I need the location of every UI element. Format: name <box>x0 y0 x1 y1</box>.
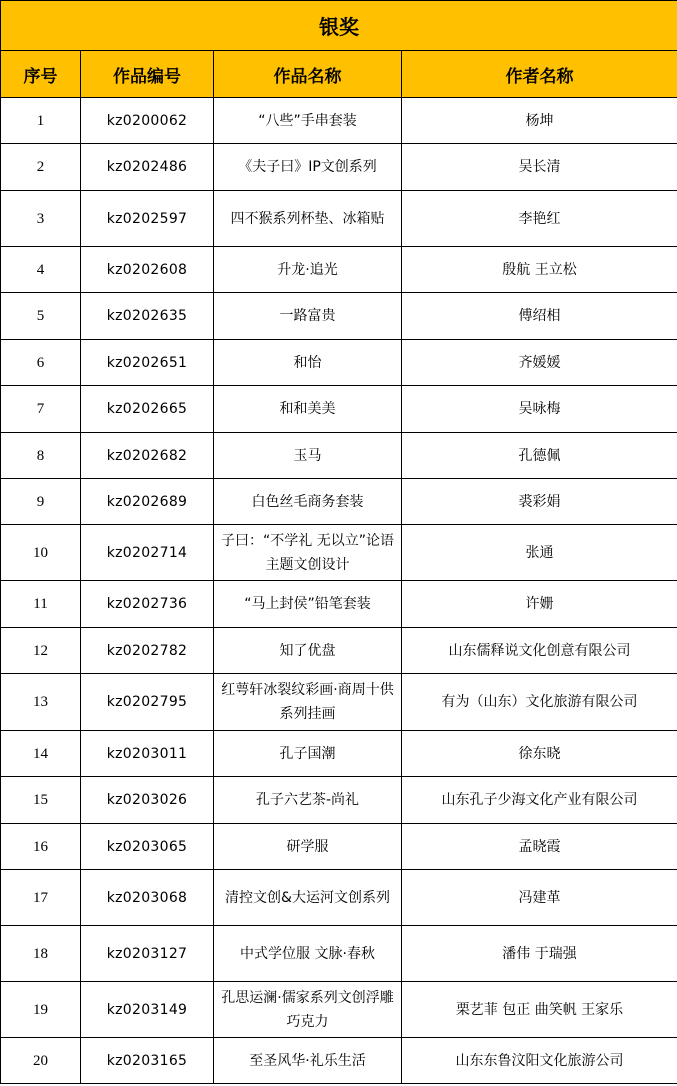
table-row <box>1 293 677 340</box>
row-number: 17 <box>1 870 81 926</box>
table-row <box>1 674 677 731</box>
row-number: 2 <box>1 144 81 191</box>
author-name: 山东儒释说文化创意有限公司 <box>402 628 677 674</box>
header-author: 作者名称 <box>402 51 677 98</box>
work-name: 白色丝毛商务套装 <box>214 479 402 525</box>
header-work: 作品名称 <box>214 51 402 98</box>
author-name: 傅绍相 <box>402 293 677 340</box>
table-row <box>1 247 677 293</box>
work-code: kz0202689 <box>81 479 214 525</box>
work-code: kz0202486 <box>81 144 214 191</box>
work-name: 和怡 <box>214 340 402 386</box>
work-name: 知了优盘 <box>214 628 402 674</box>
table-row <box>1 144 677 191</box>
table-row <box>1 525 677 581</box>
work-name: 升龙·追光 <box>214 247 402 293</box>
author-name: 冯建革 <box>402 870 677 926</box>
row-number: 15 <box>1 777 81 824</box>
table-row <box>1 982 677 1038</box>
table-row <box>1 191 677 247</box>
author-name: 吴长清 <box>402 144 677 191</box>
author-name: 孟晓霞 <box>402 824 677 870</box>
author-name: 山东孔子少海文化产业有限公司 <box>402 777 677 824</box>
row-number: 16 <box>1 824 81 870</box>
work-name: 孔思运澜·儒家系列文创浮雕巧克力 <box>214 982 402 1038</box>
work-code: kz0203068 <box>81 870 214 926</box>
header-row <box>1 51 677 98</box>
work-code: kz0203165 <box>81 1038 214 1084</box>
row-number: 4 <box>1 247 81 293</box>
work-name: 一路富贵 <box>214 293 402 340</box>
table-title: 银奖 <box>1 1 677 51</box>
header-code: 作品编号 <box>81 51 214 98</box>
row-number: 5 <box>1 293 81 340</box>
author-name: 徐东晓 <box>402 731 677 777</box>
work-code: kz0202665 <box>81 386 214 433</box>
table-row <box>1 824 677 870</box>
work-name: 玉马 <box>214 433 402 479</box>
work-code: kz0202635 <box>81 293 214 340</box>
work-code: kz0203011 <box>81 731 214 777</box>
author-name: 杨坤 <box>402 98 677 144</box>
row-number: 9 <box>1 479 81 525</box>
author-name: 潘伟 于瑞强 <box>402 926 677 982</box>
table-body <box>1 98 677 1084</box>
work-code: kz0202608 <box>81 247 214 293</box>
work-code: kz0202714 <box>81 525 214 581</box>
table-row <box>1 628 677 674</box>
row-number: 19 <box>1 982 81 1038</box>
work-name: 研学服 <box>214 824 402 870</box>
work-code: kz0200062 <box>81 98 214 144</box>
row-number: 11 <box>1 581 81 628</box>
author-name: 张通 <box>402 525 677 581</box>
work-name: 清控文创&大运河文创系列 <box>214 870 402 926</box>
author-name: 山东东鲁汶阳文化旅游公司 <box>402 1038 677 1084</box>
work-code: kz0202736 <box>81 581 214 628</box>
work-name: 孔子国潮 <box>214 731 402 777</box>
row-number: 14 <box>1 731 81 777</box>
author-name: 有为（山东）文化旅游有限公司 <box>402 674 677 731</box>
row-number: 3 <box>1 191 81 247</box>
table-row <box>1 926 677 982</box>
work-code: kz0202651 <box>81 340 214 386</box>
table-row <box>1 340 677 386</box>
author-name: 殷航 王立松 <box>402 247 677 293</box>
author-name: 孔德佩 <box>402 433 677 479</box>
work-code: kz0203127 <box>81 926 214 982</box>
work-name: 《夫子曰》IP文创系列 <box>214 144 402 191</box>
work-name: “八些”手串套装 <box>214 98 402 144</box>
row-number: 8 <box>1 433 81 479</box>
work-code: kz0202795 <box>81 674 214 731</box>
work-code: kz0202782 <box>81 628 214 674</box>
author-name: 裘彩娟 <box>402 479 677 525</box>
author-name: 李艳红 <box>402 191 677 247</box>
row-number: 20 <box>1 1038 81 1084</box>
author-name: 许姗 <box>402 581 677 628</box>
table-row <box>1 479 677 525</box>
table-row <box>1 731 677 777</box>
table-row <box>1 433 677 479</box>
author-name: 栗艺菲 包正 曲笑帆 王家乐 <box>402 982 677 1038</box>
header-no: 序号 <box>1 51 81 98</box>
row-number: 7 <box>1 386 81 433</box>
table-row <box>1 98 677 144</box>
work-name: “马上封侯”铅笔套装 <box>214 581 402 628</box>
author-name: 齐媛媛 <box>402 340 677 386</box>
work-name: 中式学位服 文脉·春秋 <box>214 926 402 982</box>
row-number: 10 <box>1 525 81 581</box>
table-row <box>1 870 677 926</box>
table-row <box>1 386 677 433</box>
table-row <box>1 1038 677 1084</box>
row-number: 12 <box>1 628 81 674</box>
work-name: 至圣风华·礼乐生活 <box>214 1038 402 1084</box>
row-number: 1 <box>1 98 81 144</box>
row-number: 6 <box>1 340 81 386</box>
table-row <box>1 777 677 824</box>
work-code: kz0203026 <box>81 777 214 824</box>
work-name: 和和美美 <box>214 386 402 433</box>
row-number: 13 <box>1 674 81 731</box>
work-name: 孔子六艺茶-尚礼 <box>214 777 402 824</box>
work-name: 子曰：“不学礼 无以立”论语主题文创设计 <box>214 525 402 581</box>
work-code: kz0202597 <box>81 191 214 247</box>
row-number: 18 <box>1 926 81 982</box>
work-code: kz0203149 <box>81 982 214 1038</box>
title-row <box>1 1 677 51</box>
work-code: kz0203065 <box>81 824 214 870</box>
work-name: 四不猴系列杯垫、冰箱贴 <box>214 191 402 247</box>
table-row <box>1 581 677 628</box>
author-name: 吴咏梅 <box>402 386 677 433</box>
work-code: kz0202682 <box>81 433 214 479</box>
work-name: 红萼轩冰裂纹彩画·商周十供系列挂画 <box>214 674 402 731</box>
